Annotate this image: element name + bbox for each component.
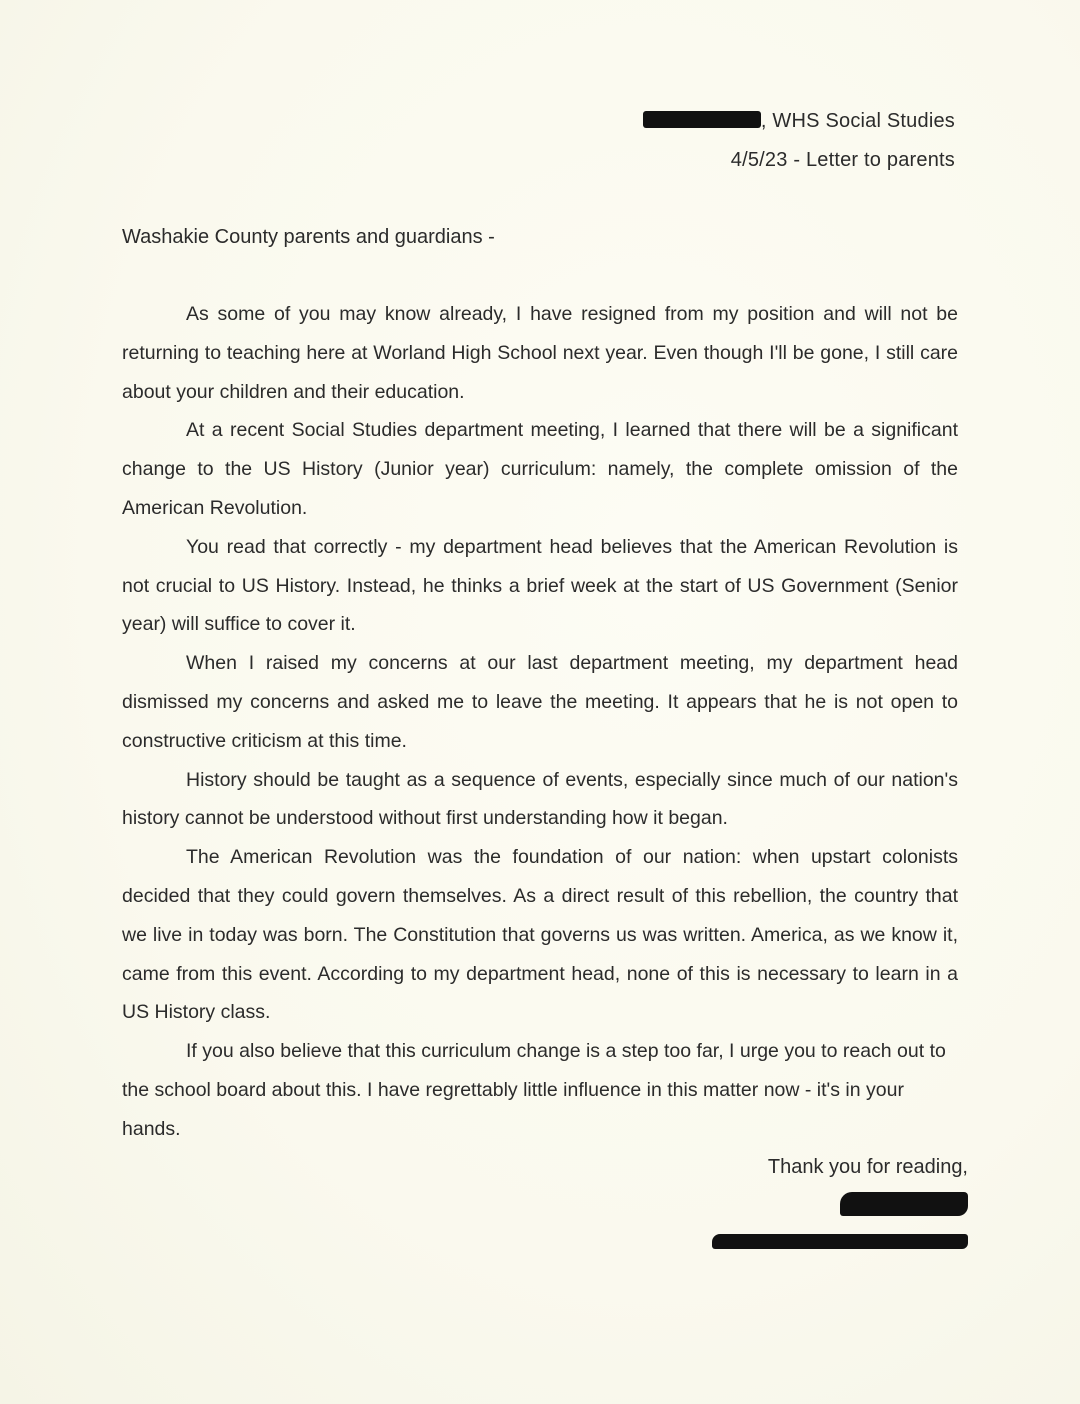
- sender-line: [643, 102, 955, 141]
- sender-department: , WHS Social Studies: [760, 110, 955, 132]
- letter-date-line: 4/5/23 - Letter to parents: [730, 149, 955, 171]
- letter-header: [643, 102, 955, 180]
- body-paragraph-6: The American Revolution was the foundation of our nation: when upstart colonists decided that they could govern themselves. As a direct result of this rebellion, the country that we live in today was born. The Constitution that governs us was written. America, as we know it, came from this event. According to my department head, none of this is necessary to learn in a US History class.: [122, 846, 958, 1024]
- body-paragraph-4: When I raised my concerns at our last department meeting, my department head dismissed my concerns and asked me to leave the meeting. It appears that he is not open to constructive criticism at this time.: [122, 652, 958, 752]
- redacted-signature-email: [712, 1234, 968, 1249]
- letter-body: [122, 295, 958, 1149]
- body-paragraph-7: If you also believe that this curriculum change is a step too far, I urge you to reach out to the school board about this. I have regrettably little influence in this matter now - it's in your hands.: [122, 1040, 946, 1140]
- redacted-signature-name: [840, 1192, 968, 1216]
- body-paragraph-1: As some of you may know already, I have resigned from my position and will not be returning to teaching here at Worland High School next year. Even though I'll be gone, I still care about your children and their education.: [122, 303, 958, 403]
- body-paragraph-5: History should be taught as a sequence of events, especially since much of our nation's history cannot be understood without first understanding how it began.: [122, 768, 958, 830]
- letter-greeting: Washakie County parents and guardians -: [122, 226, 495, 248]
- letter-closing: Thank you for reading,: [767, 1156, 968, 1178]
- redacted-sender-name: [643, 111, 761, 128]
- body-paragraph-2: At a recent Social Studies department meeting, I learned that there will be a significant change to the US History (Junior year) curriculum: namely, the complete omission of the American Revolution.: [122, 419, 958, 519]
- body-paragraph-3: You read that correctly - my department head believes that the American Revolution is not crucial to US History. Instead, he thinks a brief week at the start of US Government (Senior year) will suffice to cover it.: [122, 535, 958, 636]
